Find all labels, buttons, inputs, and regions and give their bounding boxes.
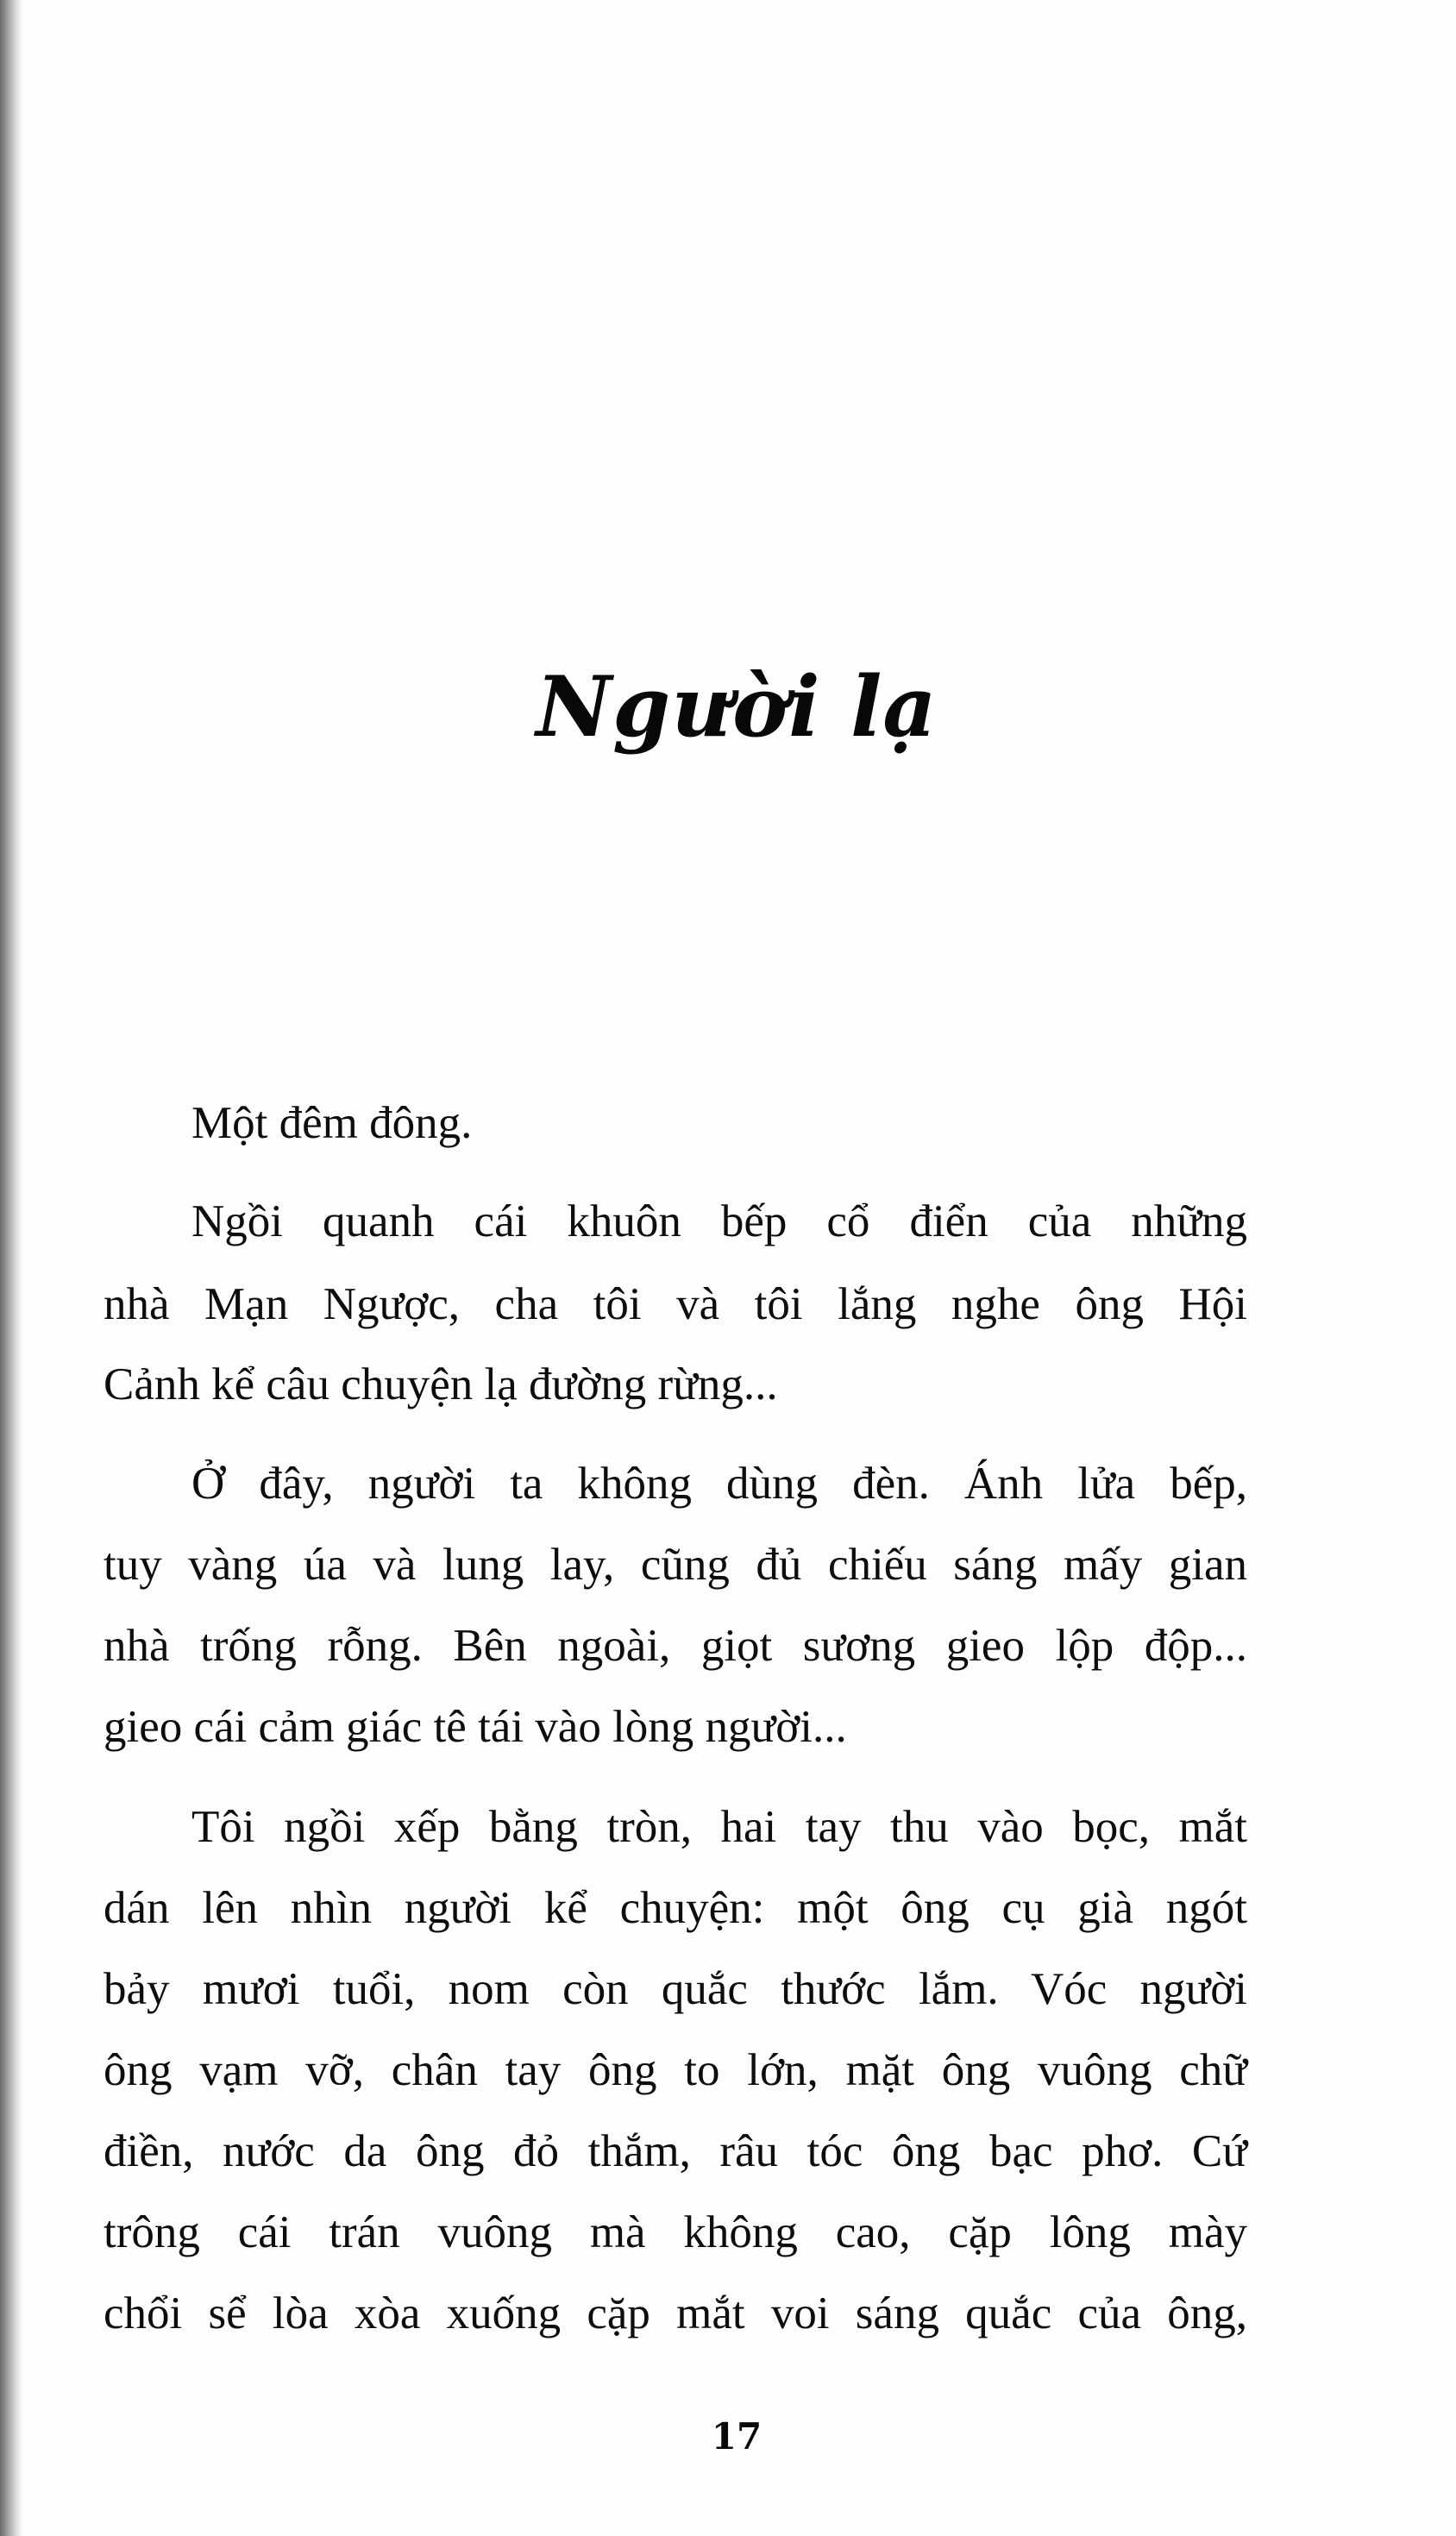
- paragraph-2-line-2: nhà Mạn Ngược, cha tôi và tôi lắng nghe ông Hội: [104, 1279, 1247, 1329]
- paragraph-3-line-3: nhà trống rỗng. Bên ngoài, giọt sương gieo lộp độp...: [104, 1621, 1247, 1671]
- binding-shadow: [0, 0, 22, 2536]
- paragraph-4-line-5: điền, nước da ông đỏ thắm, râu tóc ông bạc phơ. Cứ: [104, 2126, 1247, 2176]
- paragraph-4-line-7: chổi sể lòa xòa xuống cặp mắt voi sáng quắc của ông,: [104, 2288, 1247, 2338]
- paragraph-4-line-6: trông cái trán vuông mà không cao, cặp lông mày: [104, 2207, 1247, 2257]
- paragraph-4-line-1: Tôi ngồi xếp bằng tròn, hai tay thu vào bọc, mắt: [191, 1802, 1247, 1852]
- page-number: 17: [711, 2415, 763, 2458]
- paragraph-1-line-1: Một đêm đông.: [191, 1098, 473, 1148]
- paragraph-4-line-2: dán lên nhìn người kể chuyện: một ông cụ già ngót: [104, 1883, 1247, 1933]
- paragraph-4-line-4: ông vạm vỡ, chân tay ông to lớn, mặt ông vuông chữ: [104, 2045, 1247, 2095]
- paragraph-4-line-3: bảy mươi tuổi, nom còn quắc thước lắm. Vóc người: [104, 1964, 1247, 2014]
- chapter-title: Người lạ: [536, 658, 938, 756]
- paragraph-2-line-3: Cảnh kể câu chuyện lạ đường rừng...: [104, 1359, 778, 1409]
- paragraph-2-line-1: Ngồi quanh cái khuôn bếp cổ điển của những: [191, 1196, 1247, 1246]
- paragraph-3-line-1: Ở đây, người ta không dùng đèn. Ánh lửa bếp,: [191, 1459, 1247, 1509]
- paragraph-3-line-4: gieo cái cảm giác tê tái vào lòng người...: [104, 1702, 847, 1752]
- paragraph-3-line-2: tuy vàng úa và lung lay, cũng đủ chiếu sáng mấy gian: [104, 1540, 1247, 1590]
